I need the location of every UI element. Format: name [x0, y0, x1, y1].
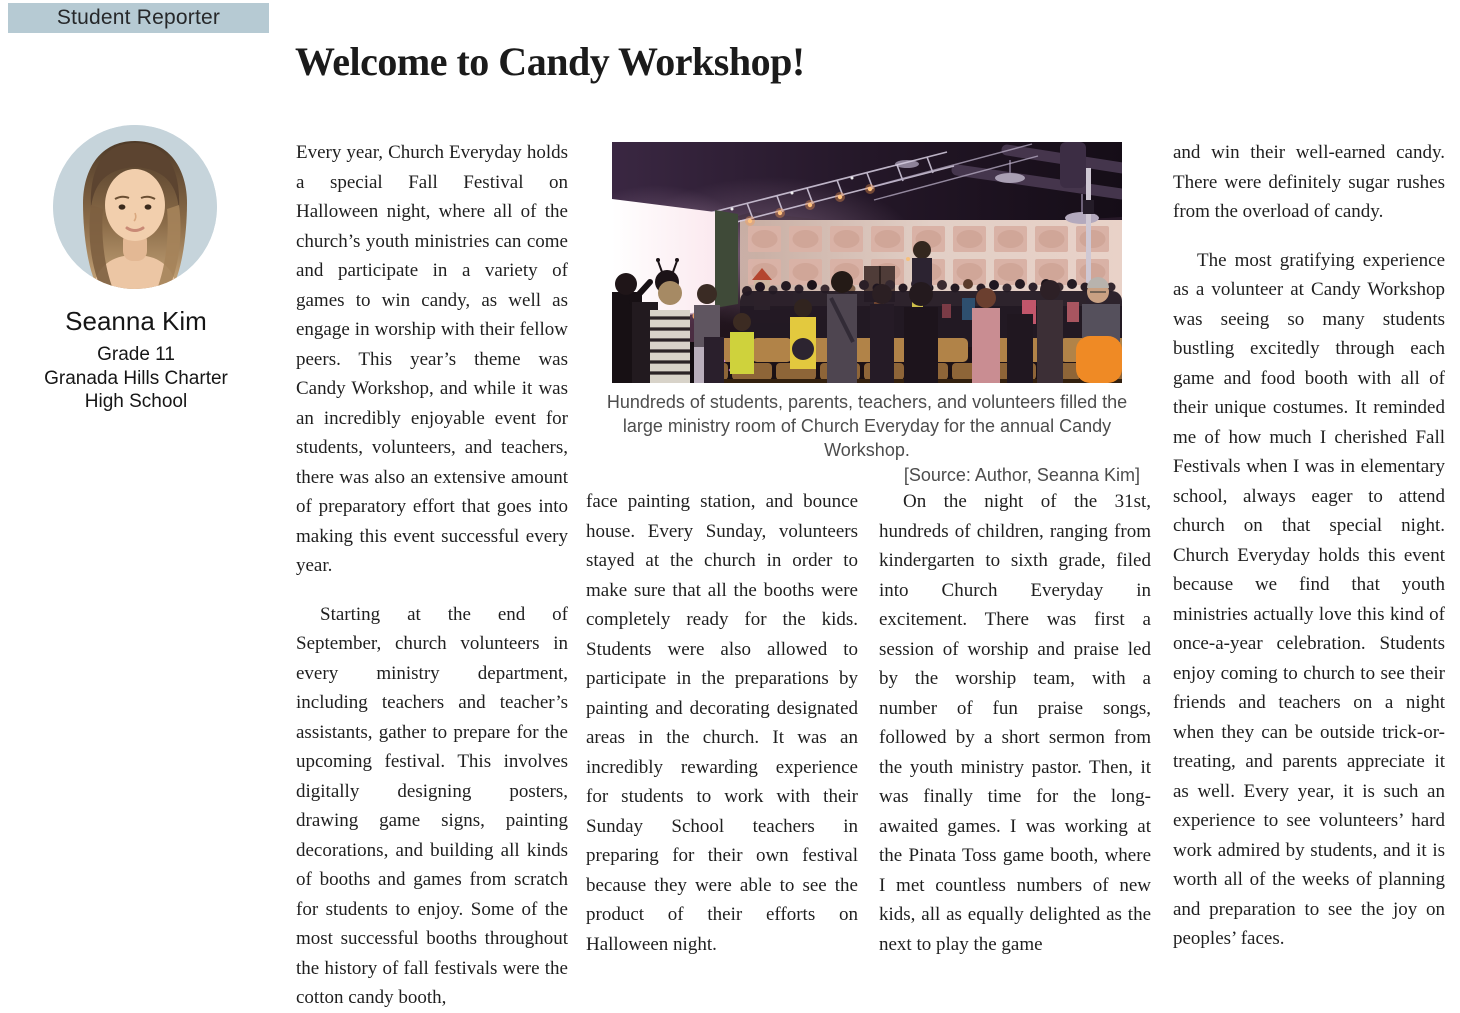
photo-caption: [594, 390, 1140, 487]
paragraph-2: Starting at the end of September, church volunteers in every ministry department, including teachers and teacher’s assistants, gather to prepare for the upcoming festival. This involves digitally designing posters, drawing game signs, painting decorations, and building all kinds of booths and games from scratch for students to enjoy. Some of the most successful booths throughout the history of fall festivals were the cotton candy booth,: [296, 603, 568, 1008]
event-photo-illustration: [612, 142, 1122, 383]
paragraph-3: face painting station, and bounce house. Every Sunday, volunteers stayed at the church in order to make sure that all the booths were completely ready for the kids. Students were also allowed to participate in the preparations by painting and decorating designated areas in the church. It was an incredibly rewarding experience for students to work with their Sunday School teachers in preparing for their own festival because they were able to see the product of their efforts on Halloween night.: [586, 491, 858, 955]
section-label-bar: [8, 3, 269, 33]
article-title: Welcome to Candy Workshop!: [295, 39, 805, 84]
stage-side-panel: [715, 210, 738, 308]
author-school-line1: Granada Hills Charter: [44, 367, 228, 389]
paragraph-6: The most gratifying experience as a volunteer at Candy Workshop was seeing so many students bustling excitedly through each game and food booth with all of their unique costumes. It reminded me of how much I cherished Fall Festivals when I was in elementary school, always eager to attend church on that special night. Church Everyday holds this event because we find that youth ministries actually love this kind of once-a-year celebration. Students enjoy coming to church to see their friends and teachers on a night when they can be outside trick-or-treating, and parents appreciate it as well. Every year, it is such an experience to see volunteers’ hard work admired by students, and it is worth all of the weeks of planning and preparation to see the joy on peoples’ faces.: [1173, 249, 1445, 949]
article-column-2: [586, 487, 858, 959]
photo-caption-source: [Source: Author, Seanna Kim]: [903, 465, 1140, 485]
author-portrait: [53, 125, 217, 289]
paragraph-5: and win their well-earned candy. There were definitely sugar rushes from the overload of candy.: [1173, 142, 1445, 222]
author-school-line2: High School: [84, 391, 188, 412]
author-name: Seanna Kim: [65, 306, 207, 336]
photo-caption-text: Hundreds of students, parents, teachers, and volunteers filled the large ministry room of Church Everyday for the annual Candy Workshop.: [606, 392, 1128, 460]
author-portrait-illustration: [53, 125, 217, 289]
article-column-1: [296, 138, 568, 1013]
section-label: Student Reporter: [56, 6, 221, 29]
article-column-3: [879, 487, 1151, 959]
article-column-4: [1173, 138, 1445, 954]
author-details: [6, 343, 266, 414]
paragraph-4: On the night of the 31st, hundreds of children, ranging from kindergarten to sixth grade, filed into Church Everyday in excitement. There was first a session of worship and praise led by the worship team, with a number of fun praise songs, followed by a short sermon from the youth ministry pastor. Then, it was finally time for the long-awaited games. I was working at the Pinata Toss game booth, where I met countless numbers of new kids, all as equally delighted as the next to play the game: [879, 491, 1151, 955]
paragraph-1: Every year, Church Everyday holds a special Fall Festival on Halloween night, where all of the church’s youth ministries can come and participate in a variety of games to win candy, as well as engage in worship with their fellow peers. This year’s theme was Candy Workshop, and while it was an incredibly enjoyable event for students, volunteers, and teachers, there was also an extensive amount of preparatory effort that goes into making this event successful every year.: [296, 142, 568, 576]
author-grade: Grade 11: [97, 344, 175, 365]
event-photo: [612, 142, 1122, 383]
